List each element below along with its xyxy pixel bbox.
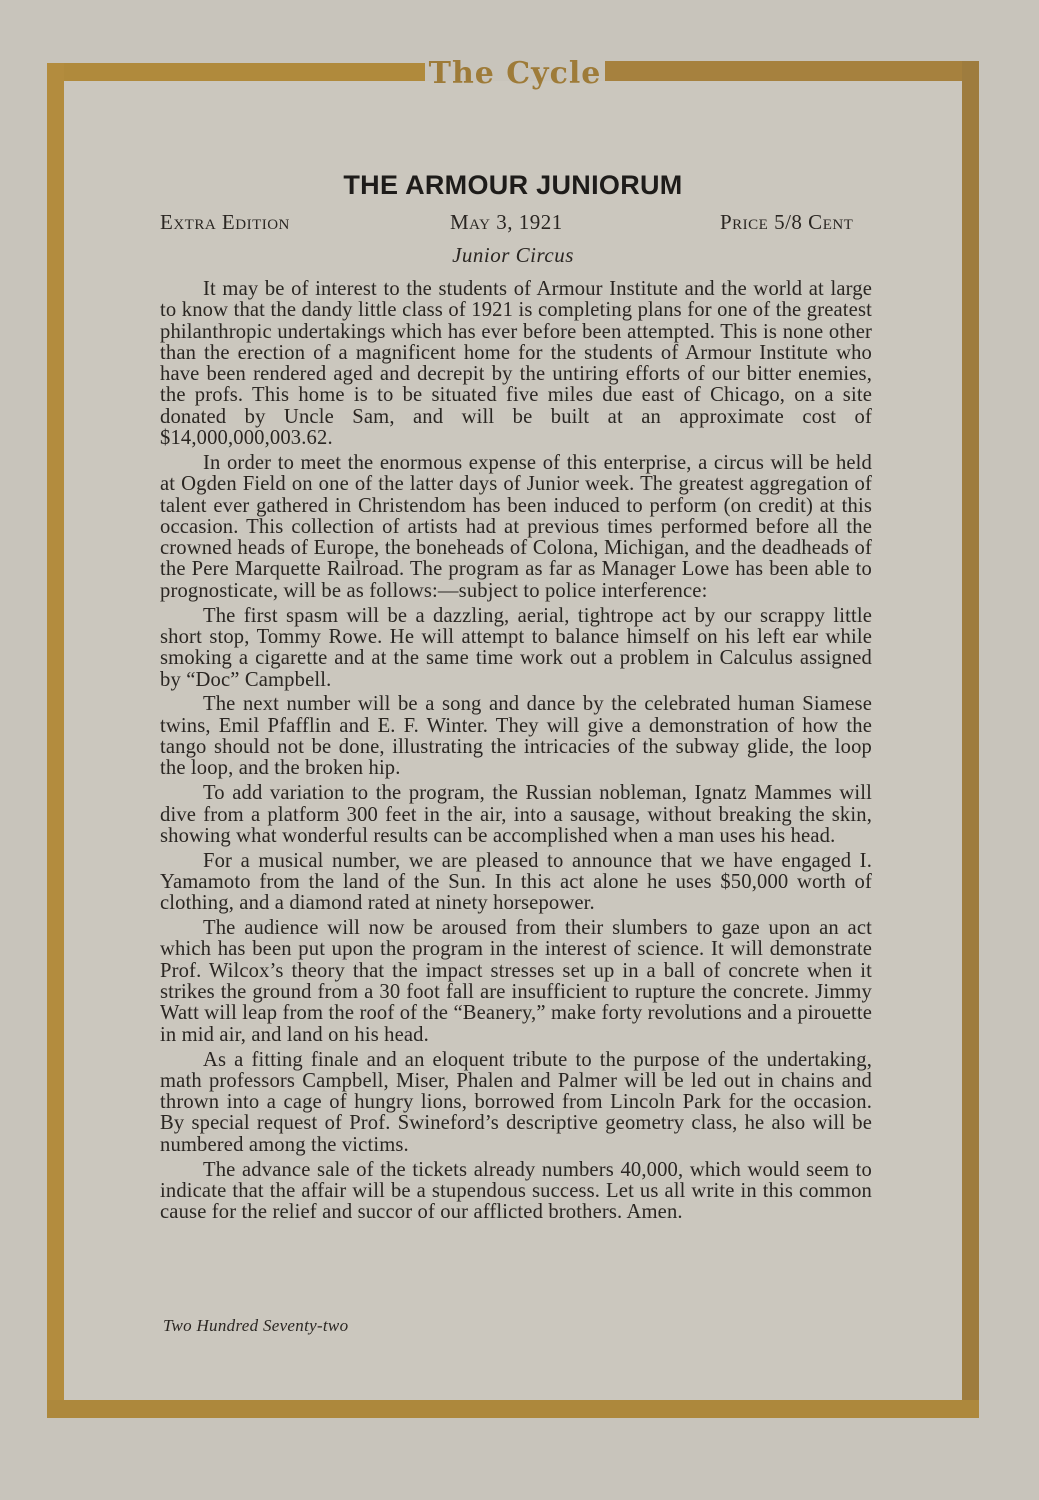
paragraph: For a musical number, we are pleased to announce that we have engaged I. Yamamoto from the land of the Sun. In this act alone he uses $50,000 worth of clothing, and a diamond rated at ninety horsepower. <box>160 849 872 915</box>
paragraph: It may be of interest to the students of Armour Institute and the world at large to know that the dandy little class of 1921 is completing plans for one of the greatest philanthropic undertakings which has ever before been attempted. This is none other than the erection of a magnificent home for the students of Armour Institute who have been rendered aged and decrepit by the untiring efforts of our bitter enemies, the profs. This home is to be situated five miles due east of Chicago, on a site donated by Uncle Sam, and will be built at an approximate cost of $14,000,000,003.62. <box>160 278 872 450</box>
frame-left-bar <box>47 63 64 1418</box>
frame-top-right-bar <box>605 61 979 81</box>
date-label: May 3, 1921 <box>450 210 563 234</box>
paragraph: To add variation to the program, the Russian nobleman, Ignatz Mammes will dive from a platform 300 feet in the air, into a sausage, without breaking the skin, showing what wonderful results can be accomplished when a man uses his head. <box>160 782 872 847</box>
article-body <box>160 279 872 1227</box>
frame-right-bar <box>962 61 979 1418</box>
article-subtitle: Junior Circus <box>452 243 574 267</box>
frame-bottom-bar <box>47 1400 979 1418</box>
paragraph: The next number will be a song and dance by the celebrated human Siamese twins, Emil Pfafflin and E. F. Winter. They will give a demonstration of how the tango should not be done, illustrating the intricacies of the subway glide, the loop the loop, and the broken hip. <box>160 693 872 780</box>
frame-top-left-bar <box>47 63 425 81</box>
paragraph: The first spasm will be a dazzling, aerial, tightrope act by our scrappy little short stop, Tommy Rowe. He will attempt to balance himself on his left ear while smoking a cigarette and at the same time work out a problem in Calculus assigned by “Doc” Campbell. <box>160 604 872 691</box>
article-title: THE ARMOUR JUNIORUM <box>343 170 683 200</box>
paragraph: In order to meet the enormous expense of this enterprise, a circus will be held at Ogden Field on one of the latter days of Junior week. The greatest aggregation of talent ever gathered in Christendom has been induced to perform (on credit) at this occasion. This collection of artists had at previous times performed before all the crowned heads of Europe, the boneheads of Colona, Michigan, and the deadheads of the Pere Marquette Railroad. The program as far as Manager Lowe has been able to prognosticate, will be as follows:—subject to police interference: <box>160 451 872 602</box>
paragraph: As a fitting finale and an eloquent tribute to the purpose of the undertaking, math professors Campbell, Miser, Phalen and Palmer will be led out in chains and thrown into a cage of hungry lions, borrowed from Lincoln Park for the occasion. By special request of Prof. Swineford’s descriptive geometry class, he also will be numbered among the victims. <box>160 1048 872 1156</box>
price-label: Price 5/8 Cent <box>720 210 854 234</box>
edition-label: Extra Edition <box>160 210 290 234</box>
paragraph: The advance sale of the tickets already numbers 40,000, which would seem to indicate that the affair will be a stupendous success. Let us all write in this common cause for the relief and succor of our afflicted brothers. Amen. <box>160 1158 872 1224</box>
paragraph: The audience will now be aroused from their slumbers to gaze upon an act which has been put upon the program in the interest of science. It will demonstrate Prof. Wilcox’s theory that the impact stresses set up in a ball of concrete when it strikes the ground from a 30 foot fall are insufficient to rupture the concrete. Jimmy Watt will leap from the roof of the “Beanery,” make forty revolutions and a pirouette in mid air, and land on his head. <box>160 917 872 1046</box>
page-number: Two Hundred Seventy-two <box>163 1316 349 1335</box>
running-head: The Cycle <box>428 56 602 91</box>
